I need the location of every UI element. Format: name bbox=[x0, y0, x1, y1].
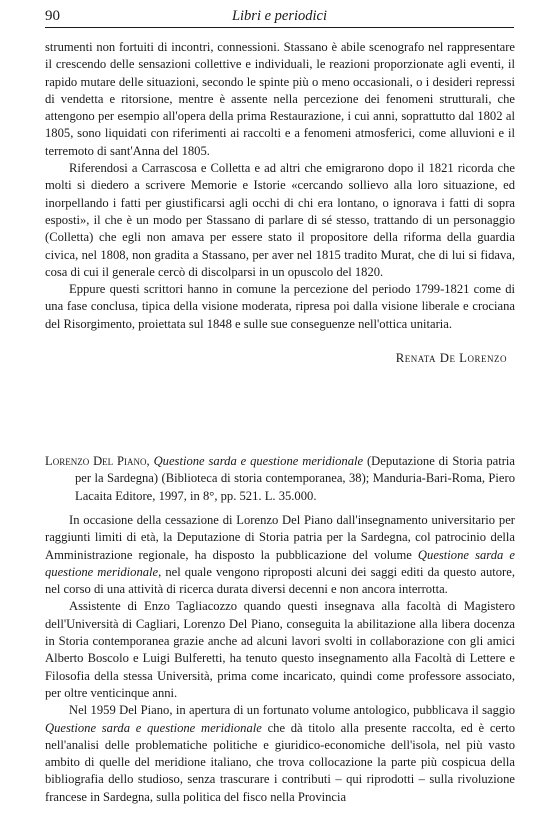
paragraph bbox=[45, 702, 515, 806]
paragraph-continuation: strumenti non fortuiti di incontri, connessioni. Stassano è abile scenografo nel rappresentare il crescendo delle sensazioni collettive e individuali, le reazioni proporzionate agli eventi, il rapido mutare delle situazioni, secondo le spinte più o meno occasionali, o i desideri repressi di vendetta e ritorsione, mentre è assente nella percezione dei fenomeni strutturali, che attengono per esempio all'opera della prima Restaurazione, i cui anni, soprattutto dal 1802 al 1805, sono liquidati con riferimenti ai raccolti e a fenomeni atmosferici, come alluvioni e il terremoto di sant'Anna del 1805. bbox=[45, 40, 515, 158]
book-title-inline: Questione sarda e questione meridionale bbox=[45, 720, 262, 735]
paragraph: Riferendosi a Carrascosa e Colletta e ad altri che emigrarono dopo il 1821 ricorda che molti si diedero a scrivere Memorie e Istorie «cercando sollievo alla loro situazione, ed inorpellando i fatti per giustificarsi agli occhi di chi era lontano, o ignorava i fatti di sopra esposti», il che è un modo per Stassano di parlare di sé stesso, trattando di un personaggio (Colletta) che egli non amava per essere stato il propositore della riforma della guardia civica, nel 1808, non gradita a Stassano, per aver nel 1815 tradito Murat, che di lui si fidava, cosa di cui il generale cercò di discolparsi in un opuscolo del 1820. bbox=[45, 161, 515, 279]
review-book-title: Questione sarda e questione meridionale bbox=[153, 454, 364, 468]
review-citation bbox=[45, 453, 515, 505]
book-title-inline: Questione sarda e questione meridionale, bbox=[45, 547, 515, 579]
text-run: Nel 1959 Del Piano, in apertura di un fortunato volume antologico, pubblicava il saggio bbox=[69, 703, 515, 718]
author-signature: Renata De Lorenzo bbox=[395, 351, 507, 366]
running-title: Libri e periodici bbox=[231, 8, 328, 24]
text-run: In occasione della cessazione di Lorenzo Del Piano dall'insegnamento universitario per raggiunti limiti di età, la Deputazione di Storia patria per la Sardegna, col patrocinio della Amministrazione regionale, ha disposto la pubblicazione del volume bbox=[45, 513, 515, 562]
paragraph bbox=[45, 512, 515, 598]
paragraph: Eppure questi scrittori hanno in comune la percezione del periodo 1799-1821 come di una fase conclusa, tipica della visione moderata, ripresa poi dalla visione liberale e crociana del Risorgimento, proiettata sul 1848 e sulle sue conseguenze nell'ottica unitaria. bbox=[45, 282, 515, 331]
header-rule bbox=[45, 27, 514, 28]
text-run: nel quale vengono riproposti alcuni dei saggi editi da questo autore, nel corso di una attività di ricerca durata diversi decenni e non ancora interrotta. bbox=[45, 564, 515, 597]
text-run: che dà titolo alla presente raccolta, ed è certo nell'analisi delle problematiche politiche e giuridico-economiche dell'isola, nel più vasto ambito di quelle del meridione italiano, che trova collocazione la parte più cospicua della bibliografia dello studioso, senza trascurare i contributi – qui riprodotti – sulla rivoluzione francese in Sardegna, sulla politica del fisco nella Provincia bbox=[45, 720, 515, 804]
review-body bbox=[45, 512, 515, 806]
paragraph: Assistente di Enzo Tagliacozzo quando questi insegnava alla facoltà di Magistero dell'Università di Cagliari, Lorenzo Del Piano, conseguita la abilitazione alla libera docenza in Storia contemporanea grazie anche ad alcuni lavori svolti in collaborazione con gli amici Alberto Boscolo e Luigi Bulferetti, ha tenuto questo insegnamento alla Facoltà di Lettere e Filosofia della stessa Università, prima come incaricato, quindi come professore associato, per oltre venticinque anni. bbox=[45, 599, 515, 700]
previous-review-section bbox=[45, 39, 515, 367]
running-header bbox=[45, 8, 514, 26]
page-number: 90 bbox=[45, 8, 60, 24]
review-author: Lorenzo Del Piano, bbox=[45, 454, 150, 468]
review-publication-details: (Deputazione di Storia patria per la Sardegna) (Biblioteca di storia contemporanea, 38); Manduria-Bari-Roma, Piero Lacaita Editore, 1997, in 8°, pp. 521. L. 35.000. bbox=[75, 454, 515, 503]
